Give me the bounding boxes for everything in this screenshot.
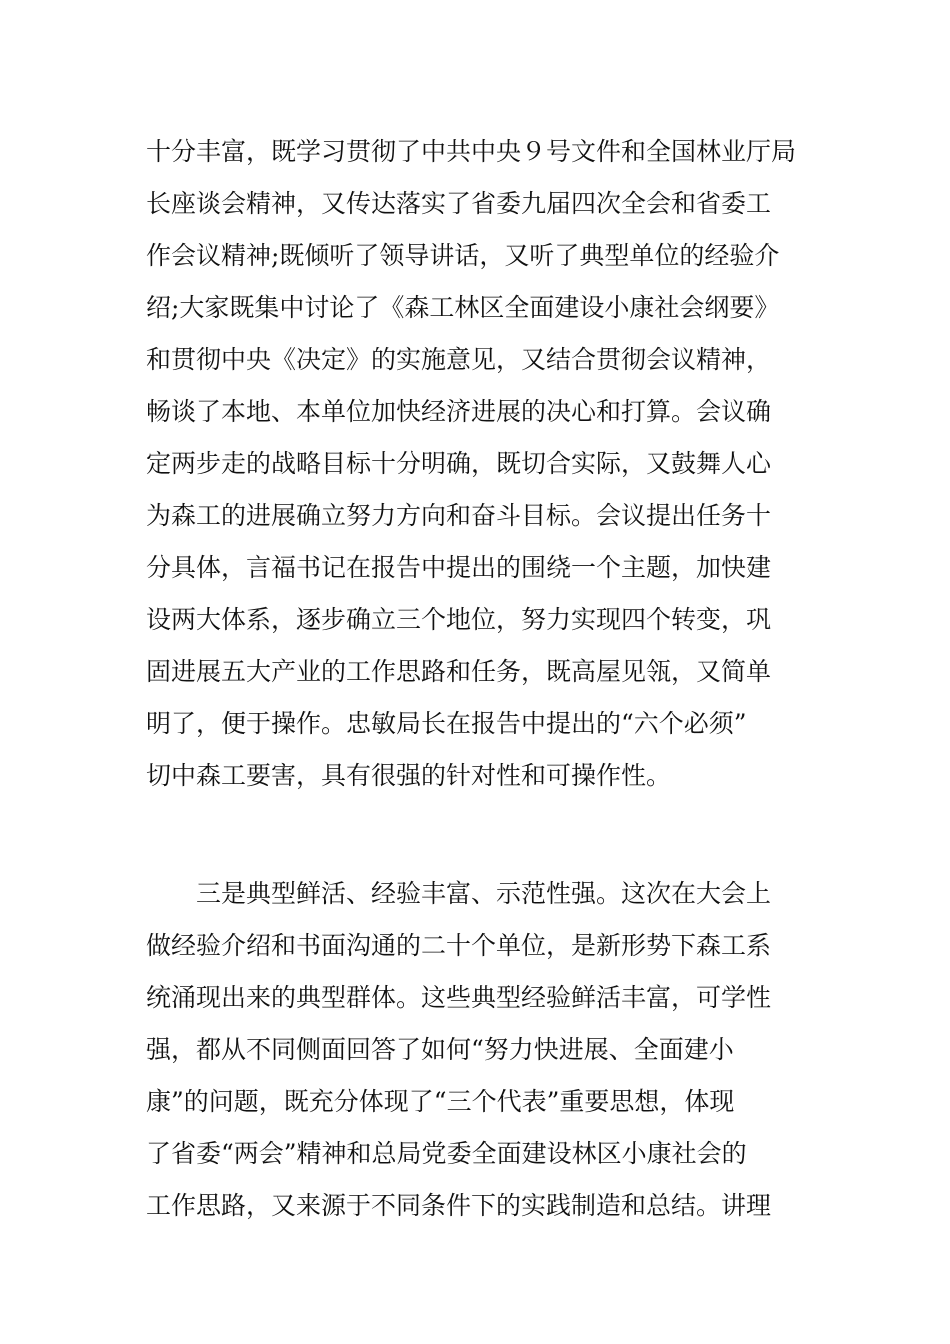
text-line: 定两步走的战略目标十分明确，既切合实际，又鼓舞人心 xyxy=(146,449,772,478)
text-line: 做经验介绍和书面沟通的二十个单位，是新形势下森工系 xyxy=(146,931,772,960)
text-line: 长座谈会精神，又传达落实了省委九届四次全会和省委工 xyxy=(146,189,772,218)
text-line: 统涌现出来的典型群体。这些典型经验鲜活丰富，可学性 xyxy=(146,983,772,1012)
text-line: 固进展五大产业的工作思路和任务，既高屋见瓴，又简单 xyxy=(146,657,772,686)
paragraph-1 xyxy=(146,126,816,802)
text-line: 十分丰富，既学习贯彻了中共中央９号文件和全国林业厅局 xyxy=(146,137,797,166)
text-line: 设两大体系，逐步确立三个地位，努力实现四个转变，巩 xyxy=(146,605,772,634)
text-line: 分具体，言福书记在报告中提出的围绕一个主题，加快建 xyxy=(146,553,772,582)
text-line: 强，都从不同侧面回答了如何“努力快进展、全面建小 xyxy=(146,1035,734,1064)
text-line: 三是典型鲜活、经验丰富、示范性强。这次在大会上 xyxy=(146,879,772,908)
text-line: 康”的问题，既充分体现了“三个代表”重要思想，体现 xyxy=(146,1087,735,1116)
text-line: 了省委“两会”精神和总局党委全面建设林区小康社会的 xyxy=(146,1139,747,1168)
text-line: 作会议精神;既倾听了领导讲话，又听了典型单位的经验介 xyxy=(146,241,780,270)
text-line: 工作思路，又来源于不同条件下的实践制造和总结。讲理 xyxy=(146,1191,772,1220)
text-line: 绍;大家既集中讨论了《森工林区全面建设小康社会纲要》 xyxy=(146,293,780,322)
text-line: 明了，便于操作。忠敏局长在报告中提出的“六个必须” xyxy=(146,709,747,738)
paragraph-2 xyxy=(146,868,816,1232)
text-line: 为森工的进展确立努力方向和奋斗目标。会议提出任务十 xyxy=(146,501,772,530)
text-line: 和贯彻中央《决定》的实施意见，又结合贯彻会议精神， xyxy=(146,345,772,374)
text-line: 畅谈了本地、本单位加快经济进展的决心和打算。会议确 xyxy=(146,397,772,426)
text-line: 切中森工要害，具有很强的针对性和可操作性。 xyxy=(146,761,672,790)
